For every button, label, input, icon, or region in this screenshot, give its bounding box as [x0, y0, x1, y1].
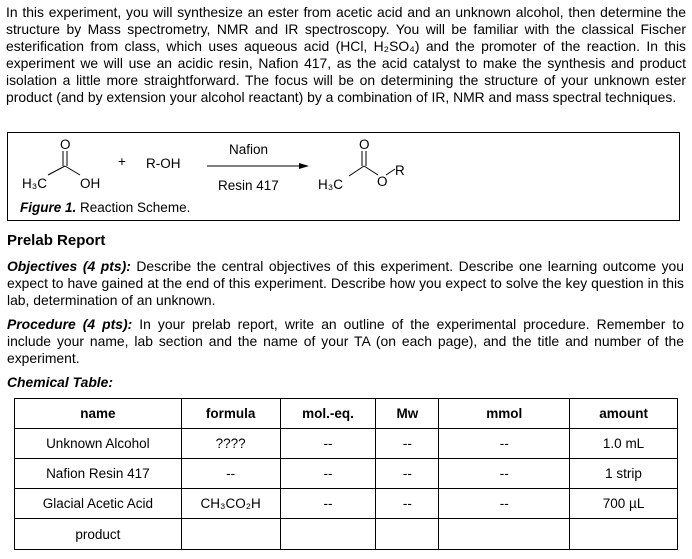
ester-ch3: H₃C — [318, 177, 343, 192]
ester-r-group: R — [395, 163, 405, 178]
acetic-acid-ch3: H₃C — [22, 176, 47, 191]
cell-mmol: -- — [439, 489, 570, 519]
cell-formula: ???? — [181, 429, 280, 459]
reagent-nafion: Nafion — [229, 142, 269, 157]
plus-sign: + — [118, 154, 126, 169]
chemical-table-title: Chemical Table: — [7, 374, 114, 390]
cell-name: Glacial Acetic Acid — [15, 489, 182, 519]
cell-formula: -- — [181, 459, 280, 489]
cell-formula: CH₃CO₂H — [181, 489, 280, 519]
alcohol-reactant: R-OH — [146, 156, 181, 171]
procedure-paragraph — [7, 316, 684, 367]
cell-mmol: -- — [439, 459, 570, 489]
cell-formula — [181, 519, 280, 550]
table-row — [15, 429, 678, 459]
reaction-arrow-head — [299, 163, 309, 169]
acetic-acid-oh: OH — [80, 176, 101, 191]
header-mmol: mmol — [439, 399, 570, 429]
intro-paragraph: In this experiment, you will synthesize an ester from acetic acid and an unknown alcohol, then determine the structure by Mass spectrometry, NMR and IR spectroscopy. You will be familiar with the classical Fischer esterification from class, which uses aqueous acid (HCl, H₂SO₄) and the promoter of the reaction. In this experiment we will use an acidic resin, Nafion 417, as the acid catalyst to make the synthesis and product isolation a little more straightforward. The focus will be on determining the structure of your unknown ester product (and by extension your alcohol reactant) by a combination of IR, NMR and mass spectral techniques. — [6, 4, 686, 105]
ester-oxygen: O — [377, 174, 388, 189]
procedure-label: Procedure (4 pts): — [7, 316, 133, 332]
acetic-acid-carbonyl-o: O — [60, 137, 71, 152]
cell-mol-eq: -- — [280, 429, 376, 459]
reaction-scheme-box — [7, 132, 680, 221]
cell-mw: -- — [376, 489, 439, 519]
table-header-row — [15, 399, 678, 429]
header-name: name — [15, 399, 182, 429]
cell-amount: 1.0 mL — [570, 429, 678, 459]
header-amount: amount — [570, 399, 678, 429]
header-mol-eq: mol.-eq. — [280, 399, 376, 429]
ester-carbonyl-o: O — [359, 137, 370, 152]
cell-mol-eq — [280, 519, 376, 550]
cell-mmol — [439, 519, 570, 550]
cell-name: Nafion Resin 417 — [15, 459, 182, 489]
prelab-heading: Prelab Report — [7, 232, 106, 249]
objectives-paragraph — [7, 258, 684, 309]
reagent-resin: Resin 417 — [218, 178, 279, 193]
figure-caption-label: Figure 1. — [20, 200, 77, 215]
cell-amount: 700 µL — [570, 489, 678, 519]
cell-mmol: -- — [439, 429, 570, 459]
header-formula: formula — [181, 399, 280, 429]
cell-mw: -- — [376, 429, 439, 459]
cell-mw: -- — [376, 459, 439, 489]
figure-caption-text: Reaction Scheme. — [76, 200, 191, 215]
cell-mol-eq: -- — [280, 459, 376, 489]
cell-mol-eq: -- — [280, 489, 376, 519]
cell-mw — [376, 519, 439, 550]
ester-bonds — [349, 151, 395, 176]
chemical-table — [14, 398, 678, 550]
cell-name: Unknown Alcohol — [15, 429, 182, 459]
table-row — [15, 519, 678, 550]
acetic-acid-bonds — [48, 151, 80, 175]
objectives-text: Describe the central objectives of this experiment. Describe one learning outcome you expect to have gained at the end of this experiment. Describe how you expect to solve the key question in this lab, determination of an unknown. — [7, 258, 685, 308]
objectives-label: Objectives (4 pts): — [7, 258, 131, 274]
table-row — [15, 489, 678, 519]
table-row — [15, 459, 678, 489]
cell-amount: 1 strip — [570, 459, 678, 489]
header-mw: Mw — [376, 399, 439, 429]
cell-name: product — [15, 519, 182, 550]
procedure-text: In your prelab report, write an outline of the experimental procedure. Remember to include your name, lab section and the name of your TA (on each page), and the title and number of the experiment. — [7, 316, 684, 366]
cell-amount — [570, 519, 678, 550]
figure-caption — [20, 200, 190, 215]
